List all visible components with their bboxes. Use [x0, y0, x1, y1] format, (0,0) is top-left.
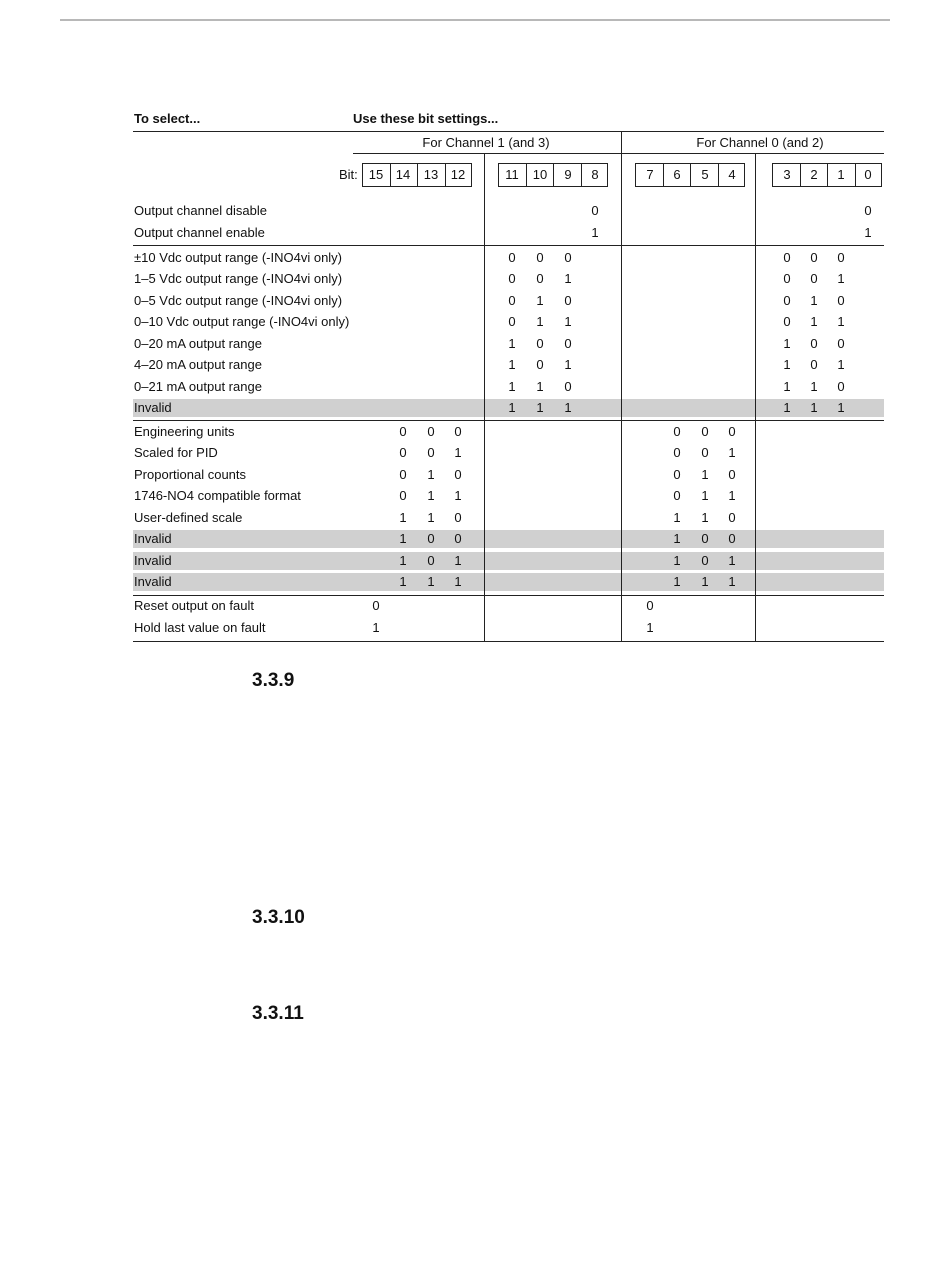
bit-value: 1 [427, 574, 435, 589]
invalid-row-shading [133, 552, 884, 570]
column-divider [484, 153, 485, 641]
row-label: Output channel disable [134, 203, 267, 218]
row-label: 0–21 mA output range [134, 379, 262, 394]
table-bottom-rule [133, 641, 884, 642]
invalid-row-shading [133, 573, 884, 591]
bit-number: 15 [368, 167, 384, 182]
bit-value: 1 [591, 225, 599, 240]
bit-value: 0 [673, 467, 681, 482]
bit-value: 0 [837, 250, 845, 265]
bit-number: 8 [591, 167, 599, 182]
bit-cell-divider [526, 164, 527, 186]
bit-value: 1 [783, 400, 791, 415]
bit-number: 5 [701, 167, 709, 182]
bit-value: 1 [701, 574, 709, 589]
bit-value: 1 [564, 271, 572, 286]
row-label: 4–20 mA output range [134, 357, 262, 372]
header-rule [133, 131, 884, 132]
bit-value: 0 [427, 445, 435, 460]
bit-value: 1 [372, 620, 380, 635]
output-range-group-rule [133, 420, 884, 421]
bit-value: 0 [837, 379, 845, 394]
bit-value: 1 [508, 400, 516, 415]
bit-value: 1 [508, 336, 516, 351]
bit-value: 0 [810, 357, 818, 372]
bit-value: 1 [564, 314, 572, 329]
column-divider [755, 153, 756, 641]
bit-value: 0 [427, 531, 435, 546]
bit-value: 0 [508, 293, 516, 308]
bit-value: 0 [810, 336, 818, 351]
bit-value: 0 [536, 336, 544, 351]
bit-value: 0 [454, 424, 462, 439]
row-label: 1–5 Vdc output range (-INO4vi only) [134, 271, 343, 286]
bit-cell-divider [663, 164, 664, 186]
bit-value: 0 [508, 314, 516, 329]
bit-value: 1 [837, 314, 845, 329]
bit-value: 0 [837, 293, 845, 308]
row-label: Proportional counts [134, 467, 247, 482]
bit-cell-divider [553, 164, 554, 186]
bit-value: 0 [454, 467, 462, 482]
bit-value: 0 [536, 357, 544, 372]
bit-value: 0 [701, 424, 709, 439]
bit-value: 0 [673, 445, 681, 460]
row-label: Reset output on fault [134, 598, 254, 613]
row-label: 0–5 Vdc output range (-INO4vi only) [134, 293, 343, 308]
bit-value: 1 [673, 553, 681, 568]
bit-value: 0 [728, 510, 736, 525]
bit-value: 1 [536, 314, 544, 329]
output-enable-group-rule [133, 245, 884, 246]
bit-value: 0 [564, 250, 572, 265]
bit-number: 13 [423, 167, 439, 182]
bit-label: Bit: [339, 167, 358, 182]
invalid-row-shading [133, 530, 884, 548]
bit-number: 7 [646, 167, 654, 182]
row-label: Output channel enable [134, 225, 265, 240]
to-select-header: To select... [134, 111, 201, 126]
bit-value: 1 [783, 357, 791, 372]
bit-value: 0 [783, 271, 791, 286]
bit-value: 0 [783, 293, 791, 308]
section-3-3-11-heading: 3.3.11 [252, 1003, 304, 1024]
bit-value: 1 [810, 293, 818, 308]
bit-value: 0 [427, 553, 435, 568]
bit-value: 0 [454, 531, 462, 546]
bit-value: 0 [508, 250, 516, 265]
bit-value: 1 [728, 574, 736, 589]
bit-value: 1 [783, 379, 791, 394]
bit-cell-divider [445, 164, 446, 186]
bit-number: 1 [837, 167, 845, 182]
bit-value: 1 [427, 488, 435, 503]
bit-value: 1 [673, 574, 681, 589]
bit-value: 1 [673, 531, 681, 546]
bit-value: 0 [536, 250, 544, 265]
row-label: Scaled for PID [134, 445, 218, 460]
bit-value: 1 [536, 293, 544, 308]
bit-value: 0 [399, 467, 407, 482]
bit-value: 1 [673, 510, 681, 525]
bit-value: 1 [564, 357, 572, 372]
bit-value: 0 [646, 598, 654, 613]
bit-value: 0 [564, 336, 572, 351]
bit-value: 1 [454, 574, 462, 589]
bit-value: 1 [810, 400, 818, 415]
bit-value: 0 [399, 488, 407, 503]
bit-value: 0 [783, 250, 791, 265]
bit-value: 1 [508, 357, 516, 372]
bit-number: 6 [673, 167, 681, 182]
bit-number: 3 [783, 167, 791, 182]
bit-value: 0 [810, 250, 818, 265]
bit-value: 0 [783, 314, 791, 329]
bit-value: 1 [783, 336, 791, 351]
bit-value: 1 [454, 488, 462, 503]
row-label: Invalid [134, 531, 172, 546]
channel-1-header: For Channel 1 (and 3) [422, 135, 550, 150]
bit-value: 1 [427, 467, 435, 482]
bit-value: 1 [837, 357, 845, 372]
bit-value: 0 [536, 271, 544, 286]
row-label: Invalid [134, 574, 172, 589]
bit-value: 0 [728, 424, 736, 439]
bit-value: 1 [728, 488, 736, 503]
bit-value: 0 [564, 293, 572, 308]
bit-number: 9 [564, 167, 572, 182]
bit-value: 1 [701, 467, 709, 482]
data-format-group-rule [133, 595, 884, 596]
bit-value: 1 [728, 445, 736, 460]
bit-value: 1 [399, 574, 407, 589]
row-label: Hold last value on fault [134, 620, 266, 635]
bit-value: 0 [508, 271, 516, 286]
bit-number: 4 [728, 167, 736, 182]
bit-value: 1 [864, 225, 872, 240]
bit-value: 1 [810, 314, 818, 329]
bit-value: 1 [728, 553, 736, 568]
bit-value: 0 [673, 424, 681, 439]
bit-number: 12 [450, 167, 466, 182]
bit-value: 1 [837, 271, 845, 286]
bit-value: 0 [591, 203, 599, 218]
section-3-3-10-heading: 3.3.10 [252, 907, 305, 928]
bit-cell-divider [827, 164, 828, 186]
bit-value: 1 [399, 531, 407, 546]
row-label: 0–20 mA output range [134, 336, 262, 351]
bit-cell-divider [581, 164, 582, 186]
bit-value: 0 [728, 467, 736, 482]
bit-number: 0 [864, 167, 872, 182]
bit-value: 1 [701, 510, 709, 525]
bit-value: 1 [536, 400, 544, 415]
row-label: Invalid [134, 400, 172, 415]
channel-0-header: For Channel 0 (and 2) [696, 135, 824, 150]
bit-number: 2 [810, 167, 818, 182]
bit-value: 1 [399, 510, 407, 525]
bit-number: 14 [395, 167, 411, 182]
bit-value: 1 [454, 553, 462, 568]
use-bits-header: Use these bit settings... [353, 111, 499, 126]
bit-value: 1 [701, 488, 709, 503]
row-label: Engineering units [134, 424, 235, 439]
channel-divider [621, 131, 622, 641]
bit-value: 0 [728, 531, 736, 546]
bit-value: 0 [673, 488, 681, 503]
bit-value: 1 [837, 400, 845, 415]
bit-value: 1 [536, 379, 544, 394]
bit-cell-divider [855, 164, 856, 186]
bit-value: 1 [508, 379, 516, 394]
bit-value: 0 [399, 424, 407, 439]
bit-value: 1 [564, 400, 572, 415]
bit-cell-divider [417, 164, 418, 186]
bit-cell-divider [390, 164, 391, 186]
bit-value: 0 [837, 336, 845, 351]
bit-value: 0 [372, 598, 380, 613]
bit-number: 10 [532, 167, 548, 182]
bit-value: 0 [701, 531, 709, 546]
row-label: Invalid [134, 553, 172, 568]
bit-value: 0 [399, 445, 407, 460]
bit-value: 0 [864, 203, 872, 218]
bit-value: 1 [427, 510, 435, 525]
bit-value: 1 [646, 620, 654, 635]
bit-value: 0 [564, 379, 572, 394]
bit-value: 1 [454, 445, 462, 460]
section-3-3-9-heading: 3.3.9 [252, 670, 295, 691]
bit-cell-divider [718, 164, 719, 186]
channel-header-rule [353, 153, 884, 154]
bit-value: 0 [427, 424, 435, 439]
bit-value: 0 [454, 510, 462, 525]
row-label: ±10 Vdc output range (-INO4vi only) [134, 250, 343, 265]
bit-value: 1 [399, 553, 407, 568]
bit-value: 1 [810, 379, 818, 394]
bit-value: 0 [810, 271, 818, 286]
bit-cell-divider [800, 164, 801, 186]
bit-value: 0 [701, 445, 709, 460]
bit-cell-divider [690, 164, 691, 186]
row-label: 1746-NO4 compatible format [134, 488, 301, 503]
bit-value: 0 [701, 553, 709, 568]
row-label: User-defined scale [134, 510, 243, 525]
bit-number: 11 [505, 167, 519, 182]
row-label: 0–10 Vdc output range (-INO4vi only) [134, 314, 350, 329]
